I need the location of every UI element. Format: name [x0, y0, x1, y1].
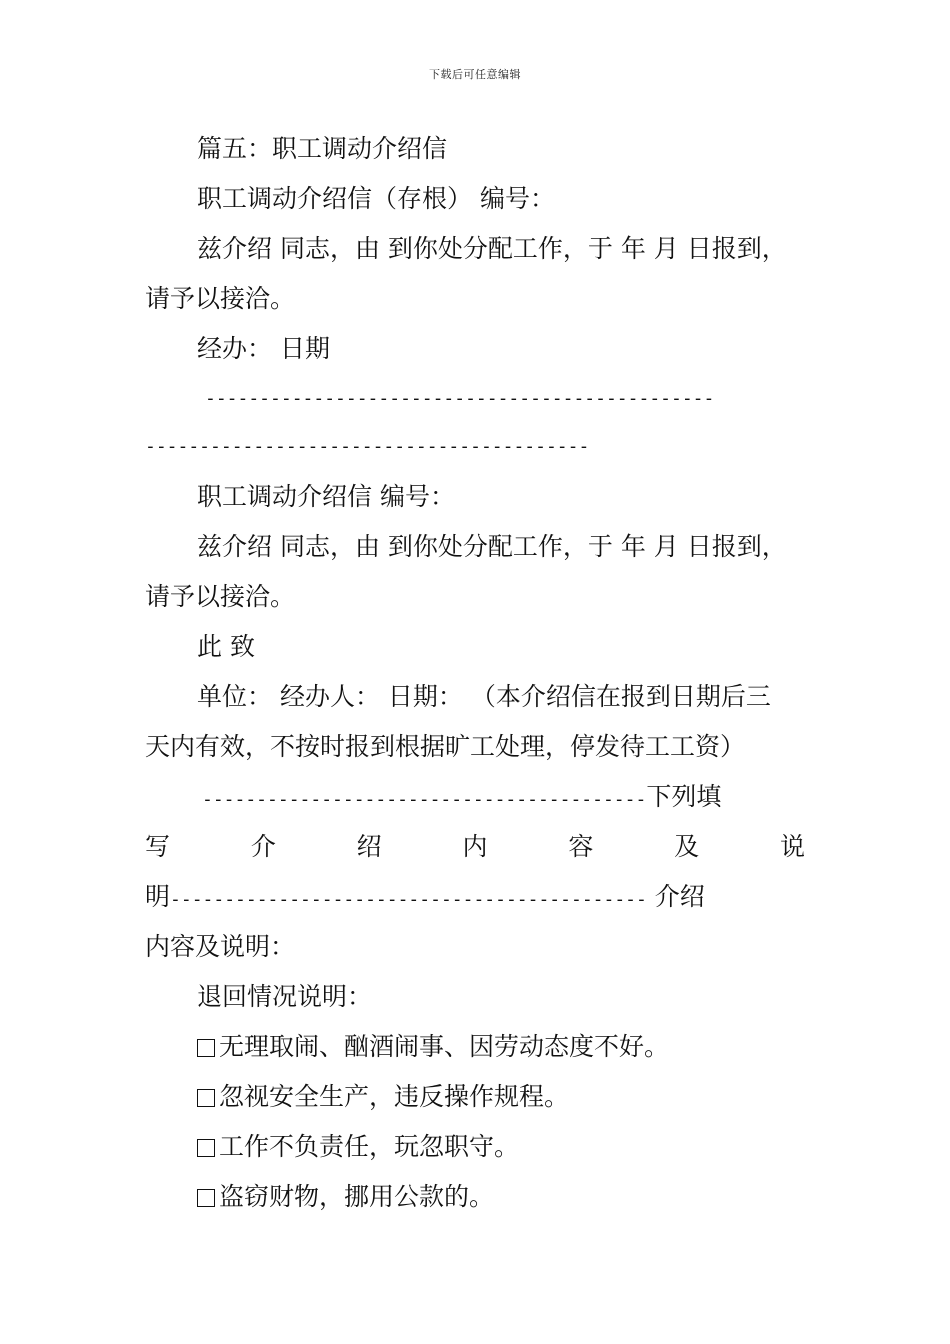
letter-heading: 职工调动介绍信 编号：: [197, 482, 455, 511]
description-line: [145, 882, 705, 915]
description-suffix: 介绍: [646, 882, 705, 911]
closing-salutation: 此 致: [197, 632, 255, 661]
letter-body-line-1: 兹介绍 同志，由 到你处分配工作，于 年 月 日报到，: [197, 532, 787, 561]
stub-body-line-2: 请予以接洽。: [145, 284, 296, 313]
page-header: 下载后可任意编辑: [429, 68, 521, 81]
fill-instruction-dashes: -----------------------------------------: [202, 789, 647, 810]
letter-body-line-2: 请予以接洽。: [145, 582, 296, 611]
cut-line-2: -----------------------------------------: [145, 436, 590, 457]
description-prefix: 明: [145, 882, 171, 911]
stub-body-line-1: 兹介绍 同志，由 到你处分配工作，于 年 月 日报到，: [197, 234, 787, 263]
document-title: 篇五：职工调动介绍信: [197, 134, 448, 163]
spaced-char: 绍: [356, 832, 382, 861]
checklist-item: [197, 1132, 519, 1162]
checklist-item-label: 盗窃财物，挪用公款的。: [219, 1182, 495, 1211]
return-heading: 退回情况说明：: [197, 982, 373, 1011]
checklist-item: [197, 1082, 569, 1112]
checkbox-icon[interactable]: [197, 1139, 215, 1157]
checkbox-icon[interactable]: [197, 1089, 215, 1107]
checklist-item-label: 无理取闹、酗酒闹事、因劳动态度不好。: [219, 1032, 670, 1061]
description-dashes: --------------------------------------------: [170, 889, 647, 910]
checkbox-icon[interactable]: [197, 1039, 215, 1057]
checklist-item: [197, 1182, 494, 1212]
stub-signoff: 经办： 日期: [197, 334, 330, 363]
checklist-item-label: 忽视安全生产，违反操作规程。: [219, 1082, 570, 1111]
description-line-end: 内容及说明：: [145, 932, 296, 961]
spaced-char: 写: [145, 832, 171, 861]
fill-instruction-text: 下列填: [646, 782, 722, 811]
signature-line-2: 天内有效，不按时报到根据旷工处理，停发待工工资）: [145, 732, 746, 761]
spaced-char: 内: [462, 832, 488, 861]
spaced-text-line: [145, 832, 805, 862]
spaced-char: 及: [674, 832, 700, 861]
stub-heading: 职工调动介绍信（存根） 编号：: [197, 184, 555, 213]
checkbox-icon[interactable]: [197, 1189, 215, 1207]
checklist-item-label: 工作不负责任，玩忽职守。: [219, 1132, 520, 1161]
spaced-char: 介: [250, 832, 276, 861]
checklist-item: [197, 1032, 669, 1062]
spaced-char: 说: [779, 832, 805, 861]
signature-line-1: 单位： 经办人： 日期： （本介绍信在报到日期后三: [197, 682, 771, 711]
spaced-char: 容: [568, 832, 594, 861]
cut-line-1: -----------------------------------------------: [205, 388, 715, 409]
fill-instruction-line: [202, 782, 721, 815]
